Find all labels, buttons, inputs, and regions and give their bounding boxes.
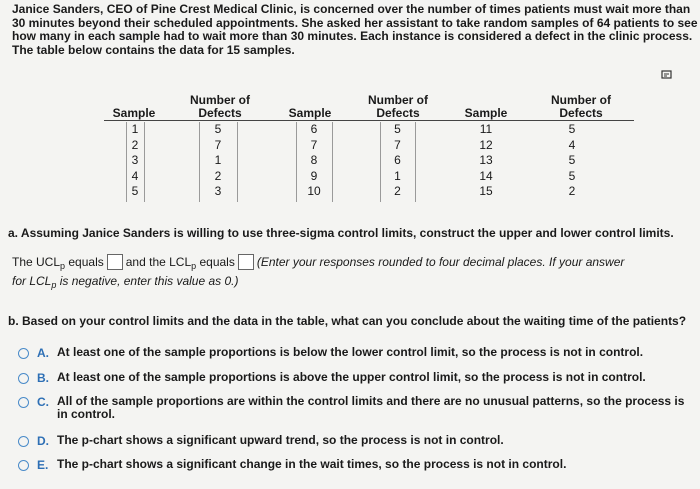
header-defects: Number of Defects (190, 93, 250, 120)
part-b-question: b. Based on your control limits and the data in the table, what can you conclude about the waiting time of the patients? (8, 314, 687, 328)
grid-line (415, 122, 416, 202)
option-d[interactable]: D. The p-chart shows a significant upward trend, so the process is not in control. (18, 434, 504, 448)
ucl-answer-input[interactable] (107, 254, 123, 270)
problem-statement (12, 3, 696, 57)
option-a[interactable]: A. At least one of the sample proportions is below the lower control limit, so the process is not in control. (18, 346, 643, 360)
option-c[interactable]: C. All of the sample proportions are within the control limits and there are no unusual patterns, so the process is in control. (18, 395, 684, 421)
control-limit-inputs: The $UCL_p$ equals and the $LCL_p$ equals (Enter your responses rounded to four decimal places. If your answer (12, 255, 625, 271)
part-a-question: a. Assuming Janice Sanders is willing to use three-sigma control limits, construct the upper and lower control limits. (8, 226, 674, 240)
header-defects: Number of Defects (551, 93, 611, 120)
rounding-instruction: (Enter your responses rounded to four decimal places. If your answer (256, 255, 625, 269)
header-sample: Sample (464, 106, 508, 120)
sample-column: 1 2 3 4 5 (131, 122, 139, 198)
grid-line (332, 122, 333, 202)
intro-line: The table below contains the data for 15 samples. (12, 42, 295, 57)
header-defects: Number of Defects (368, 93, 428, 120)
header-sample: Sample (112, 106, 156, 120)
sample-column: 6 7 8 9 10 (307, 122, 321, 198)
option-b[interactable]: B. At least one of the sample proportions is above the upper control limit, so the process is not in control. (18, 371, 646, 385)
defects-column: 5 7 1 2 3 (214, 122, 222, 198)
option-e[interactable]: E. The p-chart shows a significant change in the wait times, so the process is not in control. (18, 458, 566, 472)
intro-line: Janice Sanders, CEO of Pine Crest Medical Clinic, is concerned over the number of times patients must wait more than (12, 2, 691, 16)
radio-button[interactable] (18, 436, 29, 447)
radio-button[interactable] (18, 460, 29, 471)
header-rule (104, 120, 634, 121)
intro-line: how many in each sample had to wait more than 30 minutes. Each instance is considered a defect in the clinic process. (12, 29, 693, 43)
defects-column: 5 7 6 1 2 (394, 122, 401, 198)
negative-note: for $LCL_p$ is negative, enter this value as 0.) (12, 274, 239, 290)
grid-line (237, 122, 238, 202)
radio-button[interactable] (18, 373, 29, 384)
defects-column: 5 4 5 5 2 (568, 122, 576, 198)
radio-button[interactable] (18, 348, 29, 359)
intro-line: 30 minutes beyond their scheduled appointments. She asked her assistant to take random samples of 64 patients to see (12, 15, 698, 30)
lcl-answer-input[interactable] (238, 254, 254, 270)
header-sample: Sample (288, 106, 332, 120)
sample-column: 11 12 13 14 15 (479, 122, 493, 198)
copy-data-icon[interactable] (661, 70, 673, 80)
grid-line (144, 122, 145, 202)
radio-button[interactable] (18, 397, 29, 408)
